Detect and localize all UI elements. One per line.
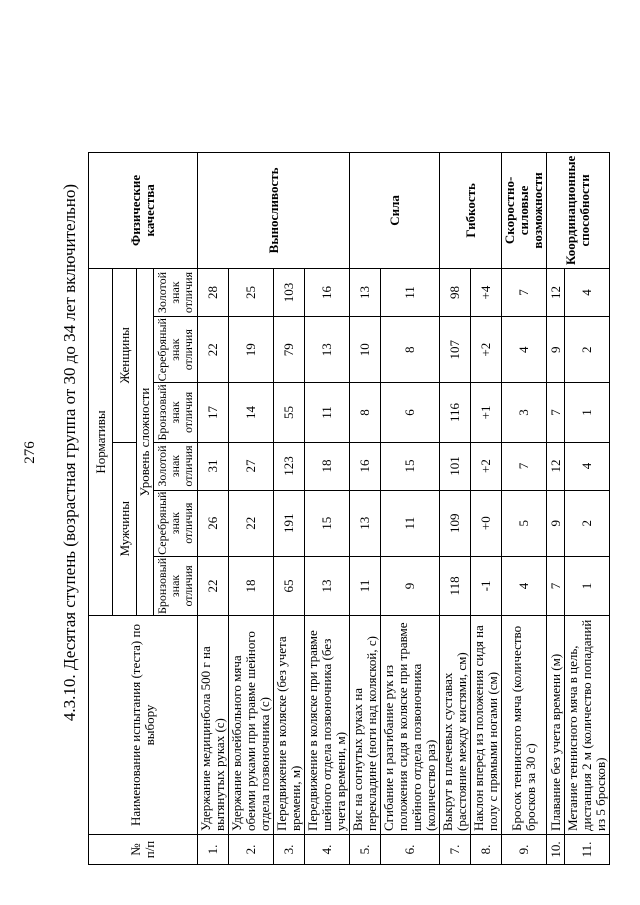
men-bronze: 9	[381, 556, 440, 615]
header-women: Женщины	[113, 269, 137, 442]
women-gold: 103	[274, 269, 305, 317]
women-silver: 4	[502, 317, 547, 383]
men-bronze: -1	[471, 556, 502, 615]
men-bronze: 7	[547, 556, 565, 615]
header-men: Мужчины	[113, 442, 137, 615]
row-num: 9.	[502, 835, 547, 865]
men-bronze: 11	[350, 556, 381, 615]
men-bronze: 65	[274, 556, 305, 615]
men-gold: 16	[350, 442, 381, 490]
header-women-silver: Серебряный знак отличия	[154, 317, 198, 383]
header-num: № п/п	[89, 835, 198, 865]
men-silver: +0	[471, 490, 502, 556]
row-num: 3.	[274, 835, 305, 865]
men-silver: 9	[547, 490, 565, 556]
men-bronze: 1	[565, 556, 610, 615]
women-gold: 7	[502, 269, 547, 317]
men-silver: 15	[305, 490, 350, 556]
quality-flexibility: Гибкость	[440, 152, 502, 268]
men-gold: 12	[547, 442, 565, 490]
women-silver: 19	[229, 317, 274, 383]
row-name: Удержание медицинбола 500 г на вытянутых руках (с)	[198, 616, 229, 835]
header-name: Наименование испытания (теста) по выбору	[89, 616, 198, 835]
quality-speed-strength: Скоростно-силовые возможности	[502, 152, 547, 268]
men-gold: 15	[381, 442, 440, 490]
row-name: Плавание без учета времени (м)	[547, 616, 565, 835]
header-level: Уровень сложности	[137, 269, 154, 616]
men-silver: 109	[440, 490, 471, 556]
men-gold: 31	[198, 442, 229, 490]
men-bronze: 18	[229, 556, 274, 615]
men-gold: +2	[471, 442, 502, 490]
row-name: Вис на согнутых руках на перекладине (ноги над коляской, с)	[350, 616, 381, 835]
row-name: Передвижение в коляске (без учета времени, м)	[274, 616, 305, 835]
women-gold: 16	[305, 269, 350, 317]
women-silver: 79	[274, 317, 305, 383]
women-silver: 22	[198, 317, 229, 383]
row-name: Наклон вперед из положения сидя на полу с прямыми ногами (см)	[471, 616, 502, 835]
men-gold: 101	[440, 442, 471, 490]
women-bronze: 116	[440, 383, 471, 442]
women-gold: 98	[440, 269, 471, 317]
women-gold: 13	[350, 269, 381, 317]
row-name: Сгибание и разгибание рук из положения сидя в коляске при травме шейного отдела позвоночника (количество раз)	[381, 616, 440, 835]
women-gold: 25	[229, 269, 274, 317]
women-bronze: 55	[274, 383, 305, 442]
row-num: 11.	[565, 835, 610, 865]
men-gold: 7	[502, 442, 547, 490]
row-num: 4.	[305, 835, 350, 865]
women-bronze: 17	[198, 383, 229, 442]
women-bronze: 14	[229, 383, 274, 442]
row-num: 6.	[381, 835, 440, 865]
row-num: 7.	[440, 835, 471, 865]
women-silver: 10	[350, 317, 381, 383]
women-bronze: 8	[350, 383, 381, 442]
men-silver: 2	[565, 490, 610, 556]
row-num: 1.	[198, 835, 229, 865]
men-gold: 18	[305, 442, 350, 490]
men-silver: 22	[229, 490, 274, 556]
row-num: 2.	[229, 835, 274, 865]
women-gold: 12	[547, 269, 565, 317]
header-men-bronze: Бронзовый знак отличия	[154, 556, 198, 615]
norms-table	[88, 152, 610, 865]
men-bronze: 4	[502, 556, 547, 615]
quality-coordination: Координационные способности	[547, 152, 610, 268]
header-men-gold: Золотой знак отличия	[154, 442, 198, 490]
women-silver: 8	[381, 317, 440, 383]
header-men-silver: Серебряный знак отличия	[154, 490, 198, 556]
women-silver: 13	[305, 317, 350, 383]
header-women-gold: Золотой знак отличия	[154, 269, 198, 317]
women-silver: 2	[565, 317, 610, 383]
quality-strength: Сила	[350, 152, 440, 268]
row-name: Метание теннисного мяча в цель, дистанция 2 м (количество попаданий из 5 бросков)	[565, 616, 610, 835]
row-num: 8.	[471, 835, 502, 865]
quality-endurance: Выносливость	[198, 152, 350, 268]
row-name: Передвижение в коляске при травме шейного отдела позвоночника (без учета времени, м)	[305, 616, 350, 835]
men-bronze: 22	[198, 556, 229, 615]
women-gold: 28	[198, 269, 229, 317]
row-name: Бросок теннисного мяча (количество бросков за 30 с)	[502, 616, 547, 835]
row-num: 10.	[547, 835, 565, 865]
men-silver: 191	[274, 490, 305, 556]
row-name: Удержание волейбольного мяча обеими руками при травме шейного отдела позвоночника (с)	[229, 616, 274, 835]
men-bronze: 13	[305, 556, 350, 615]
women-silver: 9	[547, 317, 565, 383]
women-bronze: 3	[502, 383, 547, 442]
men-silver: 13	[350, 490, 381, 556]
section-title: 4.3.10. Десятая ступень (возрастная группа от 30 до 34 лет включительно)	[60, 183, 79, 722]
row-num: 5.	[350, 835, 381, 865]
header-women-bronze: Бронзовый знак отличия	[154, 383, 198, 442]
women-bronze: +1	[471, 383, 502, 442]
women-bronze: 11	[305, 383, 350, 442]
men-gold: 27	[229, 442, 274, 490]
women-bronze: 6	[381, 383, 440, 442]
men-bronze: 118	[440, 556, 471, 615]
men-gold: 123	[274, 442, 305, 490]
women-gold: +4	[471, 269, 502, 317]
men-silver: 11	[381, 490, 440, 556]
women-bronze: 1	[565, 383, 610, 442]
row-name: Выкрут в плечевых суставах (расстояние между кистями, см)	[440, 616, 471, 835]
women-silver: +2	[471, 317, 502, 383]
men-silver: 26	[198, 490, 229, 556]
women-bronze: 7	[547, 383, 565, 442]
header-norms: Нормативы	[89, 269, 113, 616]
women-silver: 107	[440, 317, 471, 383]
men-silver: 5	[502, 490, 547, 556]
women-gold: 11	[381, 269, 440, 317]
header-quality: Физические качества	[89, 152, 198, 268]
men-gold: 4	[565, 442, 610, 490]
women-gold: 4	[565, 269, 610, 317]
page-number: 276	[22, 441, 38, 464]
